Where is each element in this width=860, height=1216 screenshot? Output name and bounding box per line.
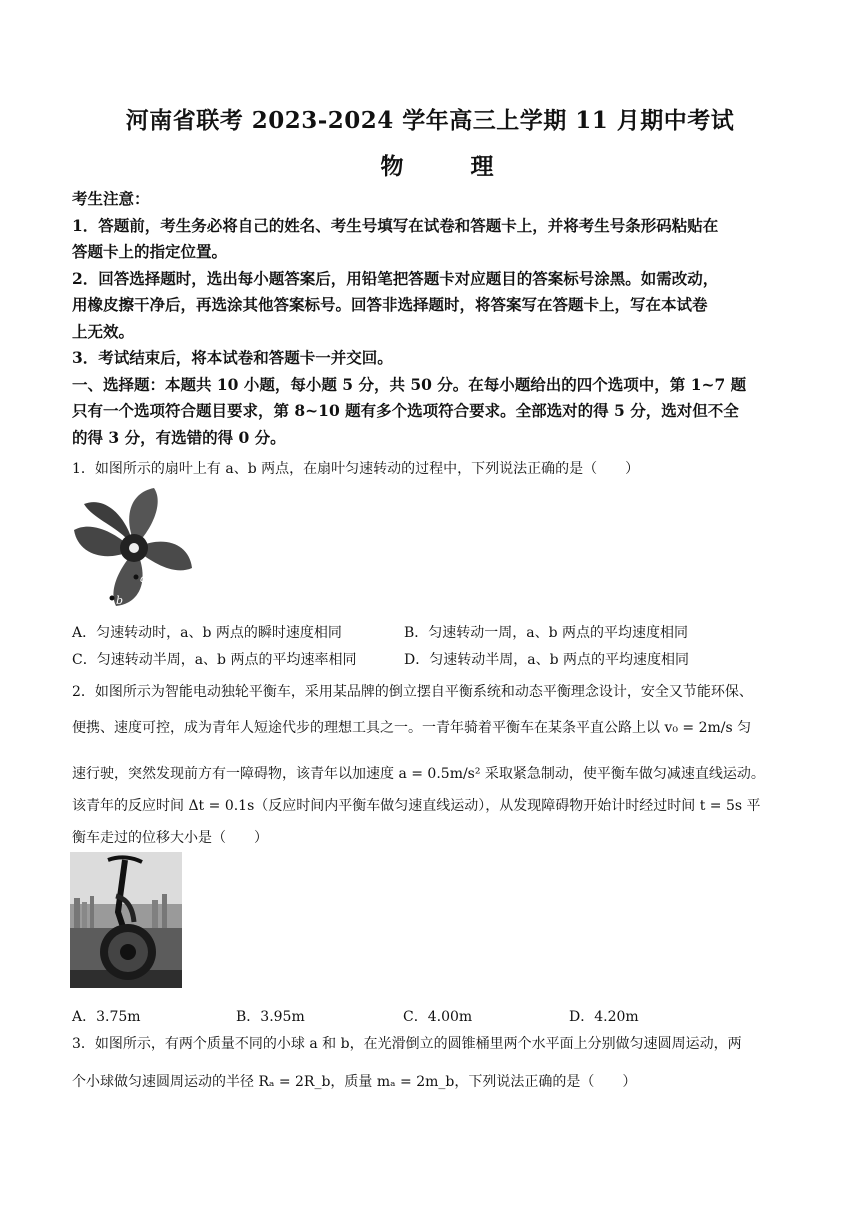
point-b-dot bbox=[110, 596, 115, 601]
section-instructions-c: 的得 3 分，有选错的得 0 分。 bbox=[72, 427, 286, 447]
q3-line-1: 3．如图所示，有两个质量不同的小球 a 和 b，在光滑倒立的圆锥桶里两个水平面上分别做匀速圆周运动，两 bbox=[72, 1036, 742, 1052]
q2-option-b: B．3.95m bbox=[236, 1009, 305, 1025]
unicycle-figure bbox=[70, 852, 182, 988]
q2-stem bbox=[72, 676, 794, 854]
notice-item-2b: 用橡皮擦干净后，再选涂其他答案标号。回答非选择题时，将答案写在答题卡上，写在本试卷 bbox=[72, 295, 708, 314]
notice-item-1b: 答题卡上的指定位置。 bbox=[72, 242, 228, 261]
q2-option-d: D．4.20m bbox=[569, 1009, 639, 1025]
q3-stem bbox=[72, 1028, 794, 1098]
q2-option-c: C．4.00m bbox=[403, 1009, 473, 1025]
exam-title: 河南省联考 2023-2024 学年高三上学期 11 月期中考试 bbox=[125, 107, 735, 134]
q3-line-2: 个小球做匀速圆周运动的半径 Rₐ = 2R_b，质量 mₐ = 2m_b，下列说法正确的是（ ） bbox=[72, 1074, 637, 1090]
q2-line-5: 衡车走过的位移大小是（ ） bbox=[72, 830, 268, 846]
unicycle-image bbox=[70, 852, 182, 988]
q2-line-1: 2．如图所示为智能电动独轮平衡车，采用某品牌的倒立摆自平衡系统和动态平衡理念设计，安全又节能环保、 bbox=[72, 684, 753, 700]
notice-heading: 考生注意： bbox=[72, 189, 150, 208]
section-instructions-b: 只有一个选项符合题目要求，第 8~10 题有多个选项符合要求。全部选对的得 5 分，选对但不全 bbox=[72, 401, 739, 420]
notice-item-2a: 2．回答选择题时，选出每小题答案后，用铅笔把答题卡对应题目的答案标号涂黑。如需改动， bbox=[72, 268, 719, 288]
q2-line-4: 该青年的反应时间 Δt = 0.1s（反应时间内平衡车做匀速直线运动），从发现障碍物开始计时经过时间 t = 5s 平 bbox=[72, 798, 761, 814]
notice-item-2c: 上无效。 bbox=[72, 321, 135, 341]
q1-stem: 1．如图所示的扇叶上有 a、b 两点，在扇叶匀速转动的过程中，下列说法正确的是（ ） bbox=[72, 461, 640, 477]
notice-block bbox=[72, 186, 794, 451]
section-instructions-a: 一、选择题：本题共 10 小题，每小题 5 分，共 50 分。在每小题给出的四个选项中，第 1~7 题 bbox=[72, 374, 747, 394]
q1-option-c: C．匀速转动半周，a、b 两点的平均速率相同 bbox=[72, 652, 357, 668]
q2-line-3: 速行驶，突然发现前方有一障碍物，该青年以加速度 a = 0.5m/s² 采取紧急制动，使平衡车做匀减速直线运动。 bbox=[72, 766, 765, 782]
fan-blade-image bbox=[70, 486, 200, 610]
q2-line-2: 便携、速度可控，成为青年人短途代步的理想工具之一。一青年骑着平衡车在某条平直公路上以 v₀ = 2m/s 匀 bbox=[72, 720, 752, 736]
notice-item-1a: 1．答题前，考生务必将自己的姓名、考生号填写在试卷和答题卡上，并将考生号条形码粘贴在 bbox=[72, 215, 719, 235]
fig-label-b: b bbox=[116, 594, 124, 607]
point-a-dot bbox=[134, 575, 139, 580]
fig-label-a: a bbox=[140, 572, 147, 585]
subject-title: 物 理 bbox=[380, 153, 516, 180]
notice-item-3: 3．考试结束后，将本试卷和答题卡一并交回。 bbox=[72, 348, 393, 367]
fan-figure bbox=[70, 486, 200, 610]
q1-option-d: D．匀速转动半周，a、b 两点的平均速度相同 bbox=[404, 652, 689, 668]
q1-option-b: B．匀速转动一周，a、b 两点的平均速度相同 bbox=[404, 625, 689, 641]
q1-option-a: A．匀速转动时，a、b 两点的瞬时速度相同 bbox=[72, 625, 342, 641]
q2-option-a: A．3.75m bbox=[72, 1009, 141, 1025]
